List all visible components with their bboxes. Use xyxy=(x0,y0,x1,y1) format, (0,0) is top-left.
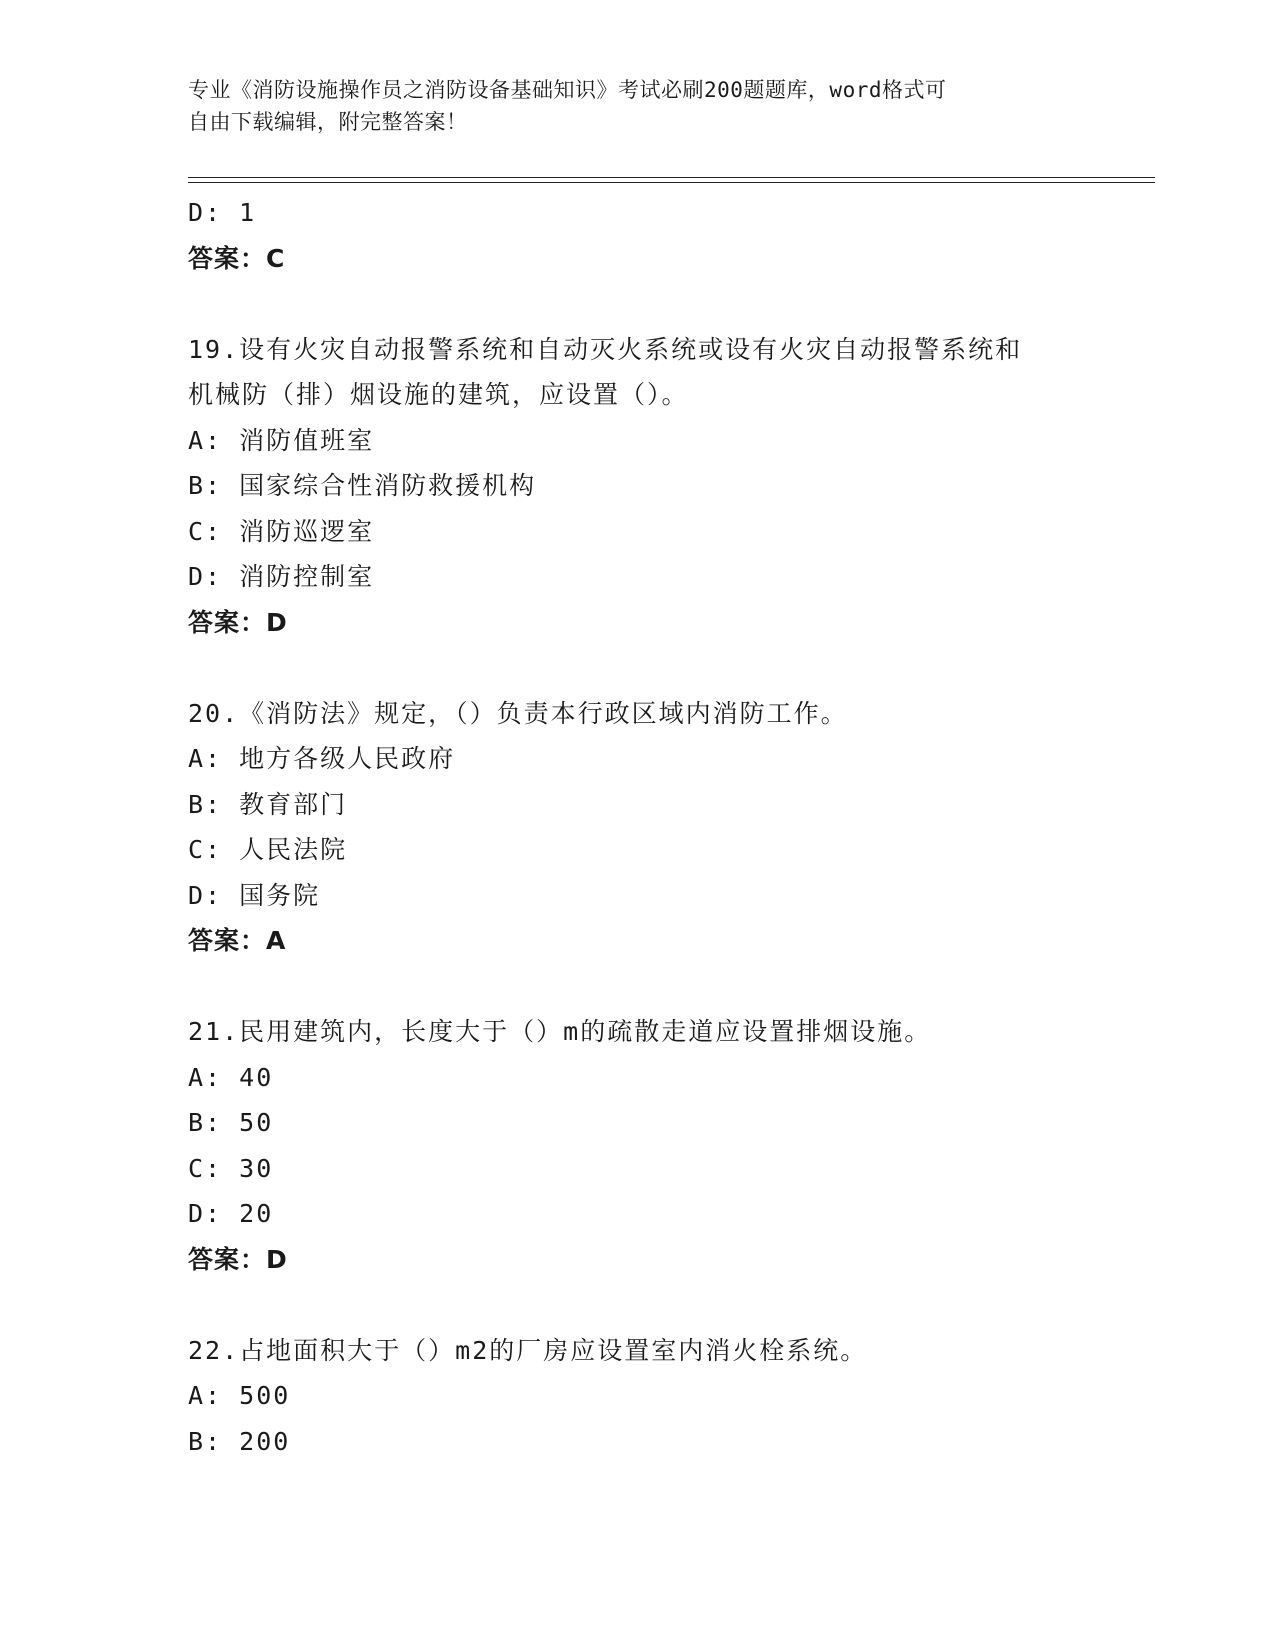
option-d: D: 20 xyxy=(188,1199,274,1228)
spacer xyxy=(188,1282,1088,1328)
header-rule-bottom xyxy=(188,182,1155,183)
option-d: D: 国务院 xyxy=(188,880,321,910)
question-22 xyxy=(188,1328,1088,1465)
question-19 xyxy=(188,327,1088,646)
option-d: D: 消防控制室 xyxy=(188,562,375,591)
spacer xyxy=(188,964,1088,1010)
option-a: A: 消防值班室 xyxy=(188,425,375,455)
question-text-line-1: 20.《消防法》规定，（）负责本行政区域内消防工作。 xyxy=(188,698,848,728)
header-rule-top xyxy=(188,177,1155,178)
option-b: B: 国家综合性消防救援机构 xyxy=(188,471,537,500)
option-a: A: 40 xyxy=(188,1062,274,1092)
answer: 答案：D xyxy=(188,1244,288,1274)
question-list xyxy=(188,190,1088,1464)
option-a: A: 地方各级人民政府 xyxy=(188,744,456,773)
spacer xyxy=(188,645,1088,691)
question-21 xyxy=(188,1009,1088,1282)
option-d: D: 1 xyxy=(188,198,257,227)
question-text-line-1: 19.设有火灾自动报警系统和自动灭火系统或设有火灾自动报警系统和 xyxy=(188,334,1023,364)
question-text-line-1: 22.占地面积大于（）m2的厂房应设置室内消火栓系统。 xyxy=(188,1335,868,1365)
question-18-tail xyxy=(188,190,1088,281)
option-c: C: 消防巡逻室 xyxy=(188,516,375,546)
option-a: A: 500 xyxy=(188,1381,291,1410)
option-b: B: 200 xyxy=(188,1426,291,1456)
header-line-2: 自由下载编辑，附完整答案！ xyxy=(188,110,468,134)
header-line-1: 专业《消防设施操作员之消防设备基础知识》考试必刷200题题库，word格式可 xyxy=(188,78,947,102)
question-text-line-1: 21.民用建筑内，长度大于（）m的疏散走道应设置排烟设施。 xyxy=(188,1017,932,1046)
spacer xyxy=(188,281,1088,327)
answer: 答案：A xyxy=(188,926,287,955)
option-b: B: 50 xyxy=(188,1108,274,1137)
question-text-line-2: 机械防（排）烟设施的建筑，应设置（）。 xyxy=(188,380,689,409)
question-20 xyxy=(188,691,1088,964)
option-b: B: 教育部门 xyxy=(188,789,348,819)
answer: 答案：D xyxy=(188,607,288,637)
option-c: C: 30 xyxy=(188,1153,274,1183)
document-header xyxy=(188,74,1078,138)
option-c: C: 人民法院 xyxy=(188,835,348,864)
answer: 答案：C xyxy=(188,243,286,273)
